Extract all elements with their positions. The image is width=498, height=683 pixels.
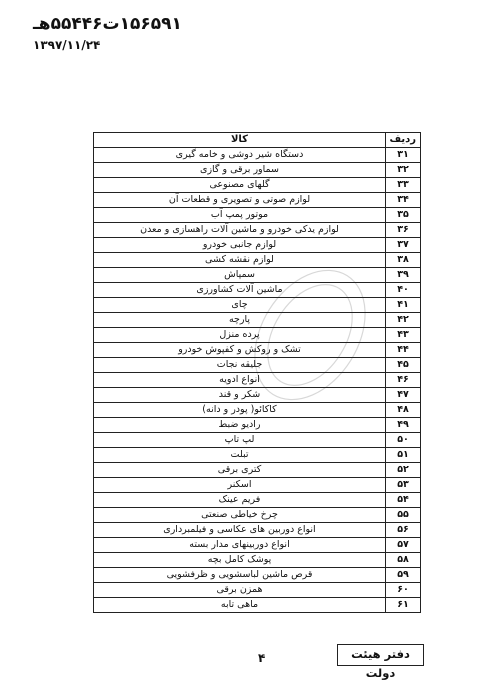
table-row [94, 178, 421, 193]
table-row [94, 388, 421, 403]
row-number-cell: ۵۶ [386, 523, 421, 538]
item-cell: دستگاه شیر دوشی و خامه گیری [94, 148, 386, 163]
row-number-cell: ۴۴ [386, 343, 421, 358]
header-row-number: ردیف [386, 133, 421, 148]
item-cell: پارچه [94, 313, 386, 328]
item-cell: گلهای مصنوعی [94, 178, 386, 193]
item-cell: قرص ماشین لباسشویی و ظرفشویی [94, 568, 386, 583]
row-number-cell: ۳۹ [386, 268, 421, 283]
row-number-cell: ۴۱ [386, 298, 421, 313]
item-cell: ماهی تابه [94, 598, 386, 613]
item-cell: موتور پمپ آب [94, 208, 386, 223]
item-cell: لپ تاپ [94, 433, 386, 448]
row-number-cell: ۴۳ [386, 328, 421, 343]
item-cell: لوازم جانبی خودرو [94, 238, 386, 253]
items-table [93, 132, 421, 613]
letter-number: ۱۵۶۵۹۱ت۵۵۴۴۶هـ [33, 14, 182, 34]
table-row [94, 238, 421, 253]
table-row [94, 283, 421, 298]
item-cell: جلیقه نجات [94, 358, 386, 373]
row-number-cell: ۴۸ [386, 403, 421, 418]
header-item: کالا [94, 133, 386, 148]
table-row [94, 493, 421, 508]
row-number-cell: ۴۷ [386, 388, 421, 403]
table-row [94, 538, 421, 553]
item-cell: انواع دوربینهای مدار بسته [94, 538, 386, 553]
table-row [94, 553, 421, 568]
table-row [94, 148, 421, 163]
table-row [94, 568, 421, 583]
row-number-cell: ۵۷ [386, 538, 421, 553]
row-number-cell: ۳۲ [386, 163, 421, 178]
table-row [94, 163, 421, 178]
table-row [94, 343, 421, 358]
row-number-cell: ۴۰ [386, 283, 421, 298]
table-header-row [94, 133, 421, 148]
table-row [94, 253, 421, 268]
item-cell: لوازم نقشه کشی [94, 253, 386, 268]
table-row [94, 403, 421, 418]
item-cell: پوشک کامل بچه [94, 553, 386, 568]
item-cell: سمپاش [94, 268, 386, 283]
row-number-cell: ۶۱ [386, 598, 421, 613]
item-cell: فریم عینک [94, 493, 386, 508]
item-cell: چای [94, 298, 386, 313]
row-number-cell: ۳۶ [386, 223, 421, 238]
table-row [94, 298, 421, 313]
table-row [94, 358, 421, 373]
item-cell: چرخ خیاطی صنعتی [94, 508, 386, 523]
table-row [94, 418, 421, 433]
item-cell: همزن برقی [94, 583, 386, 598]
table-row [94, 598, 421, 613]
item-cell: کاکائو( پودر و دانه) [94, 403, 386, 418]
item-cell: انواع دوربین های عکاسی و فیلمبرداری [94, 523, 386, 538]
row-number-cell: ۴۵ [386, 358, 421, 373]
row-number-cell: ۵۸ [386, 553, 421, 568]
table-row [94, 463, 421, 478]
table-row [94, 268, 421, 283]
row-number-cell: ۶۰ [386, 583, 421, 598]
item-cell: پرده منزل [94, 328, 386, 343]
row-number-cell: ۳۵ [386, 208, 421, 223]
office-stamp: دفتر هیئت دولت [337, 644, 424, 666]
item-cell: انواع ادویه [94, 373, 386, 388]
row-number-cell: ۴۹ [386, 418, 421, 433]
row-number-cell: ۳۸ [386, 253, 421, 268]
row-number-cell: ۳۷ [386, 238, 421, 253]
table-row [94, 508, 421, 523]
table-row [94, 583, 421, 598]
table-row [94, 478, 421, 493]
row-number-cell: ۴۶ [386, 373, 421, 388]
table-row [94, 373, 421, 388]
table-row [94, 328, 421, 343]
items-table-container [93, 132, 421, 613]
row-number-cell: ۴۲ [386, 313, 421, 328]
item-cell: اسکنر [94, 478, 386, 493]
table-row [94, 523, 421, 538]
item-cell: تشک و روکش و کفپوش خودرو [94, 343, 386, 358]
item-cell: تبلت [94, 448, 386, 463]
item-cell: ماشین آلات کشاورزی [94, 283, 386, 298]
table-row [94, 448, 421, 463]
table-body [94, 148, 421, 613]
row-number-cell: ۵۵ [386, 508, 421, 523]
item-cell: شکر و قند [94, 388, 386, 403]
table-row [94, 433, 421, 448]
table-row [94, 193, 421, 208]
letter-date: ۱۳۹۷/۱۱/۲۴ [33, 38, 101, 52]
row-number-cell: ۵۳ [386, 478, 421, 493]
page-number: ۴ [258, 651, 266, 665]
item-cell: لوازم یدکی خودرو و ماشین آلات راهسازی و معدن [94, 223, 386, 238]
row-number-cell: ۳۴ [386, 193, 421, 208]
row-number-cell: ۳۱ [386, 148, 421, 163]
row-number-cell: ۵۱ [386, 448, 421, 463]
row-number-cell: ۵۲ [386, 463, 421, 478]
item-cell: کتری برقی [94, 463, 386, 478]
item-cell: رادیو ضبط [94, 418, 386, 433]
table-row [94, 313, 421, 328]
table-row [94, 208, 421, 223]
table-row [94, 223, 421, 238]
row-number-cell: ۵۴ [386, 493, 421, 508]
item-cell: سماور برقی و گازی [94, 163, 386, 178]
row-number-cell: ۵۰ [386, 433, 421, 448]
row-number-cell: ۵۹ [386, 568, 421, 583]
row-number-cell: ۳۳ [386, 178, 421, 193]
item-cell: لوازم صوتی و تصویری و قطعات آن [94, 193, 386, 208]
